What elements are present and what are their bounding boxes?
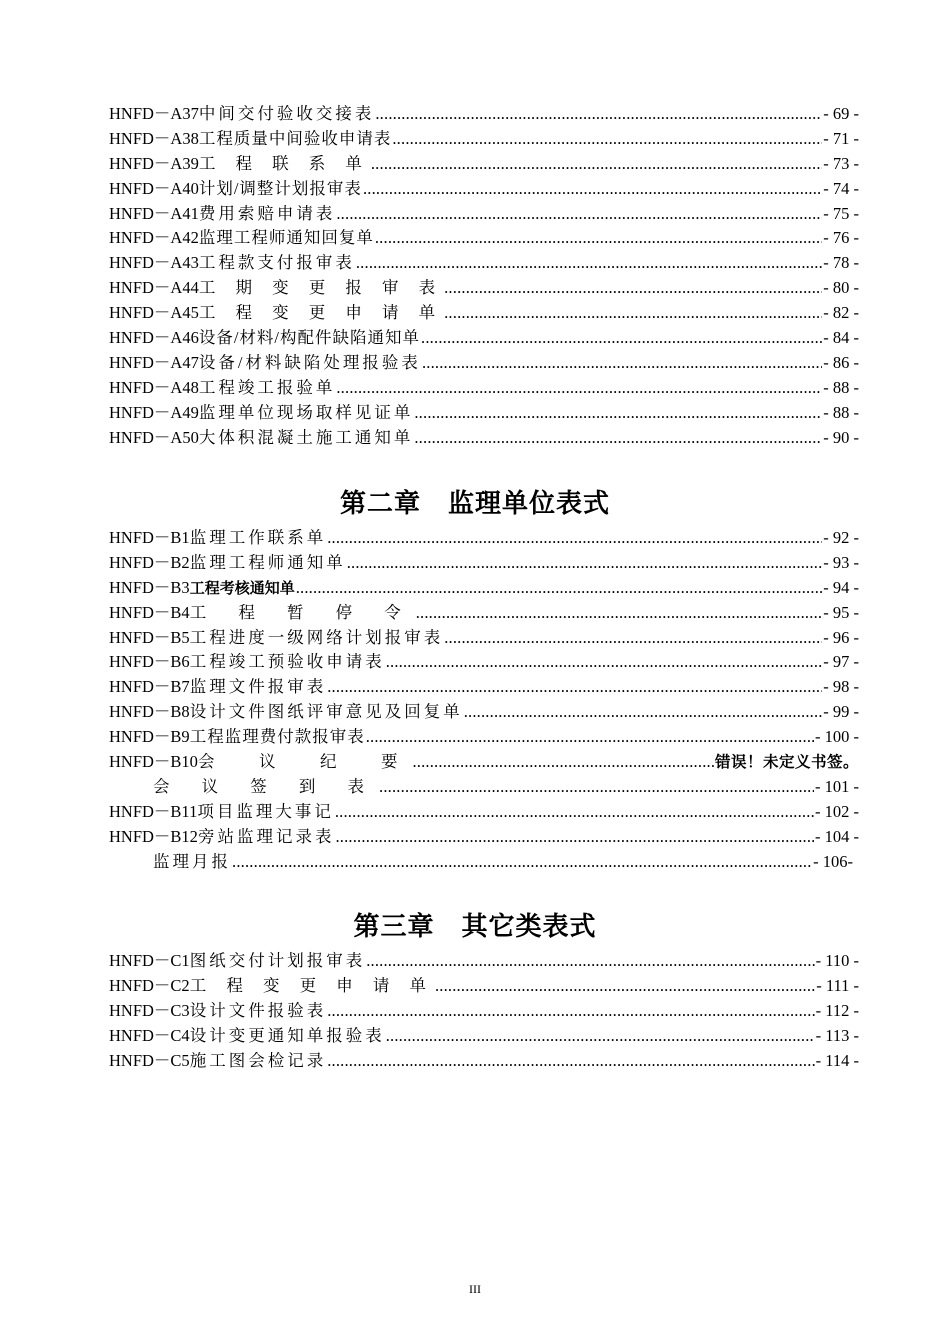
toc-entry-page-number: - 101 -: [815, 776, 859, 796]
toc-entry-page-number: - 104 -: [815, 826, 859, 846]
toc-leader-dots: [386, 650, 823, 675]
toc-entry-label: 设计文件报验表: [189, 1000, 327, 1020]
toc-leader-dots: [336, 202, 822, 227]
toc-entry-title: [109, 650, 385, 675]
toc-entry[interactable]: [109, 426, 859, 451]
toc-entry-code: HNFD－A45: [109, 303, 199, 323]
toc-entry-page-number: - 86 -: [823, 352, 859, 372]
toc-entry[interactable]: [109, 626, 859, 651]
toc-entry-title: [109, 301, 443, 326]
toc-entry[interactable]: [109, 750, 859, 775]
toc-entry-code: HNFD－A47: [109, 352, 199, 372]
toc-leader-dots: [366, 725, 814, 750]
toc-entry-title: [109, 152, 370, 177]
toc-entry-label: 工程进度一级网络计划报审表: [189, 627, 444, 647]
toc-entry-code: HNFD－A40: [109, 178, 199, 198]
chapter-3-heading: 第三章 其它类表式: [353, 912, 597, 942]
toc-entry-page-number: - 98 -: [823, 677, 859, 697]
chapter-2-heading: 第二章 监理单位表式: [339, 489, 610, 519]
toc-leader-dots: [363, 177, 822, 202]
toc-leader-dots: [327, 1049, 814, 1074]
toc-entry-page-number: - 100 -: [815, 727, 859, 747]
toc-entry-code: HNFD－C3: [109, 1000, 190, 1020]
toc-entry-title: [109, 700, 463, 725]
toc-entry-code: HNFD－A41: [109, 203, 199, 223]
toc-entry[interactable]: [109, 825, 859, 850]
toc-entry-label: 监理工作联系单: [189, 528, 327, 547]
toc-entry-title: [109, 551, 346, 576]
toc-entry-label: 工 程 变 更 申 请 单: [198, 303, 444, 323]
toc-entry-label: 会 议 纪 要: [197, 752, 412, 772]
toc-entry-title: [109, 526, 326, 551]
toc-entry-code: HNFD－B6: [109, 652, 190, 672]
toc-entry-label: 监理工程师通知回复单: [198, 228, 374, 248]
toc-leader-dots: [416, 601, 823, 626]
toc-entry[interactable]: [109, 301, 859, 326]
toc-entry-label: 监理工程师通知单: [189, 552, 346, 572]
page-number-footer: III: [469, 1282, 481, 1296]
toc-leader-dots: [444, 301, 822, 326]
toc-entry-label: 设计文件图纸评审意见及回复单: [189, 702, 463, 722]
toc-entry[interactable]: [109, 949, 859, 974]
toc-entry-page-number: - 106-: [813, 851, 853, 871]
toc-entry-page-number: 错误！未定义书签。: [714, 753, 859, 772]
toc-entry-label: 工 期 变 更 报 审 表: [198, 278, 444, 298]
toc-entry-label: 工程考核通知单: [189, 578, 295, 597]
toc-entry-page-number: - 88 -: [823, 377, 859, 397]
toc-entry-title: [109, 127, 391, 152]
toc-entry[interactable]: [109, 725, 859, 750]
toc-entry-label: 设备/材料缺陷处理报验表: [198, 352, 421, 372]
toc-entry[interactable]: [109, 226, 859, 251]
toc-entry-code: HNFD－A50: [109, 427, 199, 447]
toc-entry-label: 监理月报: [153, 851, 231, 871]
toc-entry-page-number: - 84 -: [823, 328, 859, 348]
toc-entry-title: [109, 626, 443, 651]
toc-entry-page-number: - 74 -: [823, 178, 859, 198]
toc-leader-dots: [336, 376, 822, 401]
toc-entry-page-number: - 69 -: [823, 104, 859, 123]
toc-entry-label: 工程质量中间验收申请表: [198, 128, 392, 148]
toc-entry-title: [109, 376, 335, 401]
toc-entry-page-number: - 110 -: [815, 951, 859, 970]
toc-entry-title: [109, 202, 335, 227]
toc-leader-dots: [444, 276, 822, 301]
toc-entry-page-number: - 88 -: [823, 402, 859, 422]
toc-entry[interactable]: [109, 251, 859, 276]
toc-leader-dots: [366, 949, 814, 974]
toc-entry-title: [153, 850, 231, 875]
toc-entry-page-number: - 92 -: [823, 528, 859, 547]
toc-entry[interactable]: [109, 850, 859, 875]
toc-entry-page-number: - 97 -: [823, 652, 859, 672]
toc-entry-code: HNFD－C1: [109, 951, 190, 970]
toc-leader-dots: [422, 351, 822, 376]
toc-entry[interactable]: [109, 276, 859, 301]
toc-entry[interactable]: [109, 177, 859, 202]
toc-entry-page-number: - 93 -: [823, 552, 859, 572]
toc-entry[interactable]: [109, 551, 859, 576]
toc-entry[interactable]: [109, 1049, 859, 1074]
toc-entry-code: HNFD－C2: [109, 975, 190, 995]
toc-entry[interactable]: [109, 650, 859, 675]
toc-entry-page-number: - 71 -: [823, 128, 859, 148]
toc-entry-title: [109, 974, 434, 999]
toc-entry-page-number: - 112 -: [815, 1000, 859, 1020]
toc-leader-dots: [335, 825, 814, 850]
toc-entry[interactable]: [109, 775, 859, 800]
toc-entry-label: 工程竣工预验收申请表: [189, 652, 385, 672]
toc-entry-page-number: - 96 -: [823, 627, 859, 647]
toc-entry-code: HNFD－B5: [109, 627, 190, 647]
toc-entry[interactable]: [109, 576, 859, 601]
toc-entry[interactable]: [109, 376, 859, 401]
toc-entry-label: 监理单位现场取样见证单: [198, 402, 414, 422]
toc-entry-page-number: - 102 -: [815, 801, 859, 821]
toc-leader-dots: [327, 999, 814, 1024]
toc-leader-dots: [379, 775, 814, 800]
toc-entry-title: [109, 601, 415, 626]
toc-entry-title: [109, 825, 334, 850]
toc-leader-dots: [327, 675, 822, 700]
toc-leader-dots: [435, 974, 815, 999]
toc-entry-label: 监理文件报审表: [189, 677, 327, 697]
toc-entry-title: [109, 1024, 385, 1049]
toc-entry-title: [109, 750, 411, 775]
toc-entry-label: 施工图会检记录: [189, 1050, 327, 1070]
toc-entry[interactable]: [109, 102, 859, 127]
toc-entry-page-number: - 78 -: [823, 253, 859, 273]
toc-entry-title: [109, 401, 413, 426]
toc-entry-page-number: - 76 -: [823, 228, 859, 248]
toc-entry-page-number: - 73 -: [823, 153, 859, 173]
toc-entry-label: 设计变更通知单报验表: [189, 1025, 385, 1045]
toc-entry-code: HNFD－B9: [109, 727, 190, 747]
toc-entry-page-number: - 114 -: [815, 1050, 859, 1070]
toc-leader-dots: [371, 152, 822, 177]
toc-leader-dots: [392, 127, 822, 152]
toc-entry-label: 工 程 暂 停 令: [189, 602, 415, 622]
toc-entry-title: [109, 326, 420, 351]
toc-entry-label: 工程监理费付款报审表: [189, 727, 365, 747]
toc-leader-dots: [386, 1024, 815, 1049]
toc-entry-code: HNFD－A42: [109, 228, 199, 248]
toc-entry-label: 工程款支付报审表: [198, 253, 355, 273]
toc-entry-page-number: - 94 -: [823, 577, 859, 597]
toc-entry[interactable]: [109, 800, 859, 825]
toc-entry[interactable]: [109, 152, 859, 177]
toc-entry-code: HNFD－B7: [109, 677, 190, 697]
toc-entry[interactable]: [109, 974, 859, 999]
toc-leader-dots: [335, 800, 814, 825]
toc-entry-title: [109, 675, 326, 700]
toc-entry[interactable]: [109, 526, 859, 551]
toc-entry-code: HNFD－B2: [109, 552, 190, 572]
toc-entry-code: HNFD－B8: [109, 702, 190, 722]
toc-leader-dots: [327, 526, 822, 551]
toc-entry-code: HNFD－B1: [109, 528, 190, 547]
toc-section-b: [109, 526, 859, 874]
toc-entry-code: HNFD－C5: [109, 1050, 190, 1070]
toc-entry-title: [109, 226, 374, 251]
toc-entry-title: [109, 1049, 326, 1074]
toc-entry-title: [109, 725, 365, 750]
toc-entry-label: 旁站监理记录表: [197, 826, 335, 846]
toc-leader-dots: [414, 426, 822, 451]
toc-leader-dots: [375, 102, 822, 127]
toc-entry-code: HNFD－A46: [109, 328, 199, 348]
toc-entry-label: 工 程 变 更 申 请 单: [189, 975, 434, 995]
toc-entry-title: [109, 276, 443, 301]
toc-entry[interactable]: [109, 601, 859, 626]
toc-entry[interactable]: [109, 401, 859, 426]
toc-entry-page-number: - 80 -: [823, 278, 859, 298]
toc-entry-page-number: - 75 -: [823, 203, 859, 223]
toc-entry-title: [109, 251, 355, 276]
toc-entry-label: 设备/材料/构配件缺陷通知单: [198, 328, 421, 348]
toc-entry[interactable]: [109, 999, 859, 1024]
toc-entry-page-number: - 99 -: [823, 702, 859, 722]
toc-entry-code: HNFD－A44: [109, 278, 199, 298]
toc-entry-label: 工程竣工报验单: [198, 377, 336, 397]
toc-entry-code: HNFD－B12: [109, 826, 198, 846]
toc-entry-title: [109, 102, 374, 127]
toc-entry-title: [153, 775, 378, 800]
toc-leader-dots: [347, 551, 823, 576]
toc-entry-code: HNFD－A38: [109, 128, 199, 148]
toc-entry-label: 费用索赔申请表: [198, 203, 336, 223]
toc-leader-dots: [232, 850, 812, 875]
toc-entry[interactable]: [109, 700, 859, 725]
toc-entry[interactable]: [109, 351, 859, 376]
toc-entry-label: 图纸交付计划报审表: [189, 951, 366, 970]
toc-entry-code: HNFD－B11: [109, 801, 198, 821]
toc-leader-dots: [296, 576, 823, 601]
toc-entry-code: HNFD－A49: [109, 402, 199, 422]
toc-entry-label: 项目监理大事记: [197, 801, 334, 821]
toc-entry-page-number: - 95 -: [823, 602, 859, 622]
toc-entry-code: HNFD－A48: [109, 377, 199, 397]
toc-entry-label: 大体积混凝土施工通知单: [198, 427, 414, 447]
toc-leader-dots: [444, 626, 822, 651]
toc-section-a: [109, 102, 859, 450]
toc-entry-title: [109, 426, 413, 451]
toc-entry-page-number: - 113 -: [815, 1025, 859, 1045]
toc-entry[interactable]: [109, 675, 859, 700]
toc-leader-dots: [375, 226, 822, 251]
toc-entry-page-number: - 111 -: [816, 975, 859, 995]
toc-entry-label: 中间交付验收交接表: [198, 104, 375, 123]
toc-entry-code: HNFD－B3: [109, 577, 190, 597]
toc-leader-dots: [412, 750, 714, 775]
toc-entry-code: HNFD－B10: [109, 752, 198, 772]
toc-leader-dots: [421, 326, 822, 351]
toc-entry-title: [109, 576, 295, 601]
toc-entry-page-number: - 82 -: [823, 303, 859, 323]
toc-leader-dots: [356, 251, 822, 276]
toc-entry[interactable]: [109, 1024, 859, 1049]
toc-entry-label: 计划/调整计划报审表: [198, 178, 362, 198]
toc-entry[interactable]: [109, 202, 859, 227]
toc-section-c: [109, 949, 859, 1073]
toc-entry-code: HNFD－A43: [109, 253, 199, 273]
toc-entry-title: [109, 949, 365, 974]
toc-leader-dots: [414, 401, 822, 426]
toc-entry-code: HNFD－C4: [109, 1025, 190, 1045]
toc-entry[interactable]: [109, 326, 859, 351]
toc-entry-title: [109, 800, 334, 825]
toc-entry-code: HNFD－A39: [109, 153, 199, 173]
toc-entry-code: HNFD－B4: [109, 602, 190, 622]
toc-entry-label: 会 议 签 到 表: [153, 776, 378, 796]
toc-entry-title: [109, 177, 362, 202]
toc-entry-code: HNFD－A37: [109, 104, 199, 123]
toc-entry[interactable]: [109, 127, 859, 152]
toc-entry-title: [109, 999, 326, 1024]
toc-leader-dots: [464, 700, 823, 725]
toc-entry-page-number: - 90 -: [823, 427, 859, 447]
toc-entry-title: [109, 351, 421, 376]
toc-entry-label: 工 程 联 系 单: [198, 153, 370, 173]
